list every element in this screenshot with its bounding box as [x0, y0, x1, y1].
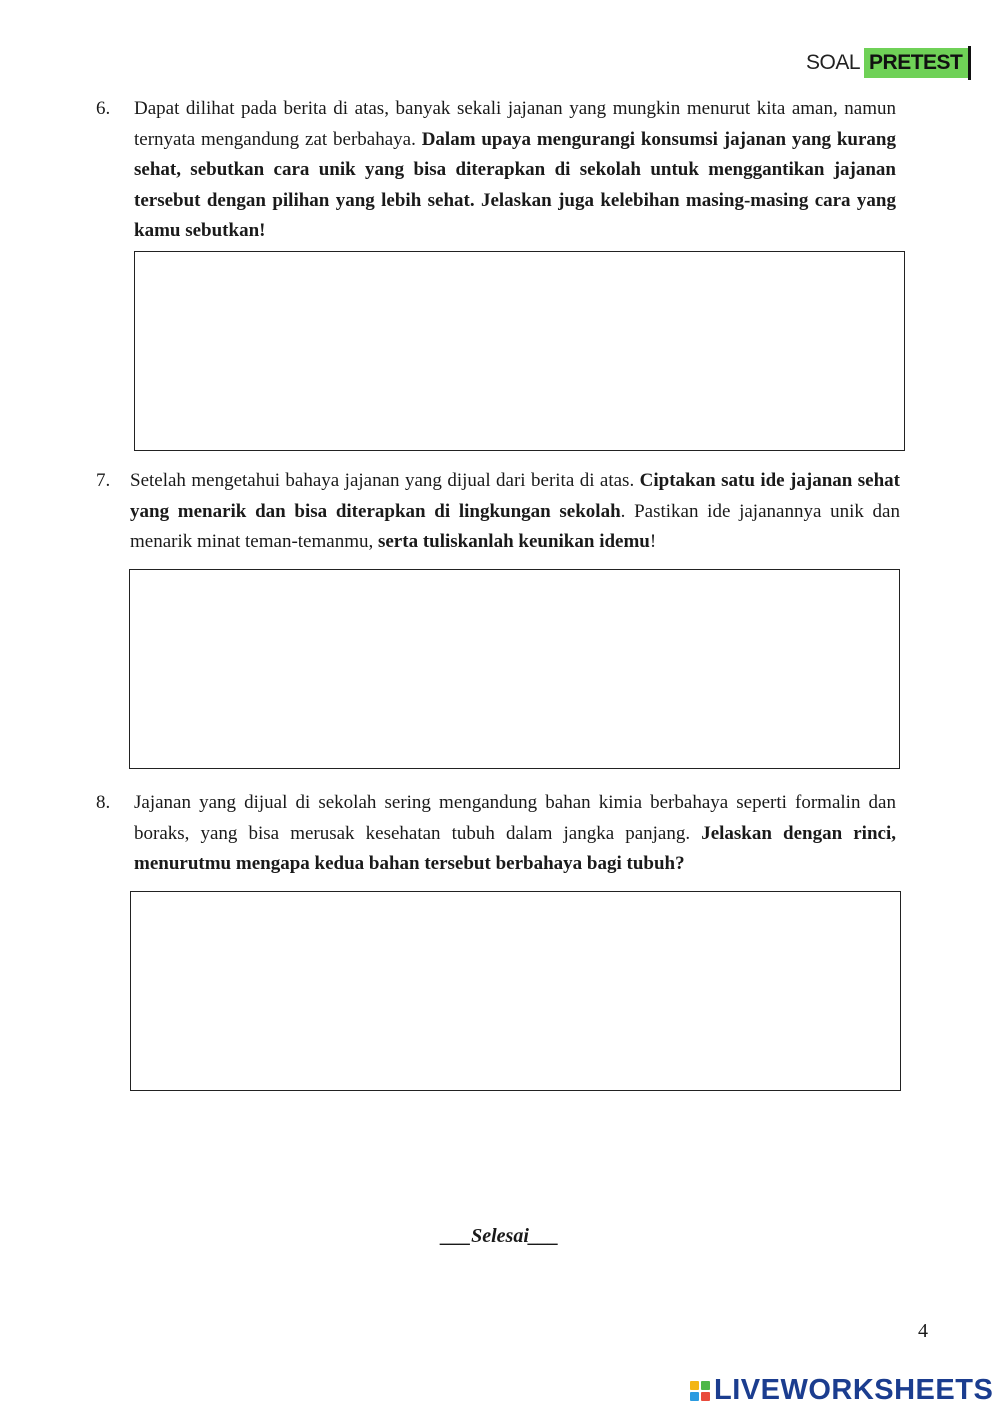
- question-text: [134, 94, 896, 247]
- header-soal: SOAL: [806, 51, 861, 74]
- question-text-normal: !: [649, 531, 657, 552]
- end-text: ___Selesai___: [441, 1225, 559, 1247]
- question-number: 6.: [96, 98, 111, 119]
- answer-box-7[interactable]: [129, 569, 900, 769]
- question-text-normal: Jajanan yang dijual di sekolah sering mengandung bahan kimia berbahaya seperti formalin dan boraks, yang bisa merusak kesehatan tubuh dalam jangka panjang.: [134, 792, 896, 844]
- header-pretest: PRETEST: [864, 48, 968, 78]
- question-text-bold: serta tuliskanlah keunikan idemu: [377, 531, 650, 552]
- question-number: 7.: [96, 470, 111, 491]
- question-number: 8.: [96, 792, 111, 813]
- question-text-normal: Dapat dilihat pada berita di atas, banyak sekali jajanan yang mungkin menurut kita aman, namun ternyata mengandung zat berbahaya.: [134, 98, 896, 150]
- header-badge: [806, 46, 971, 80]
- header-bar: [968, 46, 971, 80]
- question-7: [96, 466, 900, 558]
- page-number: 4: [918, 1320, 928, 1342]
- question-text-normal: . Pastikan ide jajanannya unik dan menarik minat teman-temanmu,: [130, 500, 900, 552]
- question-text: [134, 788, 896, 880]
- question-text: [130, 466, 900, 558]
- answer-box-8[interactable]: [130, 891, 901, 1091]
- brand-name: LIVEWORKSHEETS: [714, 1374, 994, 1406]
- brand-logo: [690, 1374, 993, 1407]
- question-8: [96, 788, 896, 880]
- question-text-bold: Jelaskan dengan rinci, menurutmu mengapa kedua bahan tersebut berbahaya bagi tubuh?: [134, 822, 896, 874]
- question-text-bold: Dalam upaya mengurangi konsumsi jajanan yang kurang sehat, sebutkan cara unik yang bisa diterapkan di sekolah untuk menggantikan jajanan tersebut dengan pilihan yang lebih sehat. Jelaskan juga kelebihan masing-masing cara yang kamu sebutkan!: [134, 128, 896, 241]
- question-6: [96, 94, 896, 247]
- answer-box-6[interactable]: [134, 251, 905, 451]
- brand-grid-icon: [690, 1381, 710, 1401]
- question-text-normal: Setelah mengetahui bahaya jajanan yang dijual dari berita di atas.: [130, 470, 640, 491]
- question-text-bold: Ciptakan satu ide jajanan sehat yang menarik dan bisa diterapkan di lingkungan sekolah: [130, 470, 900, 522]
